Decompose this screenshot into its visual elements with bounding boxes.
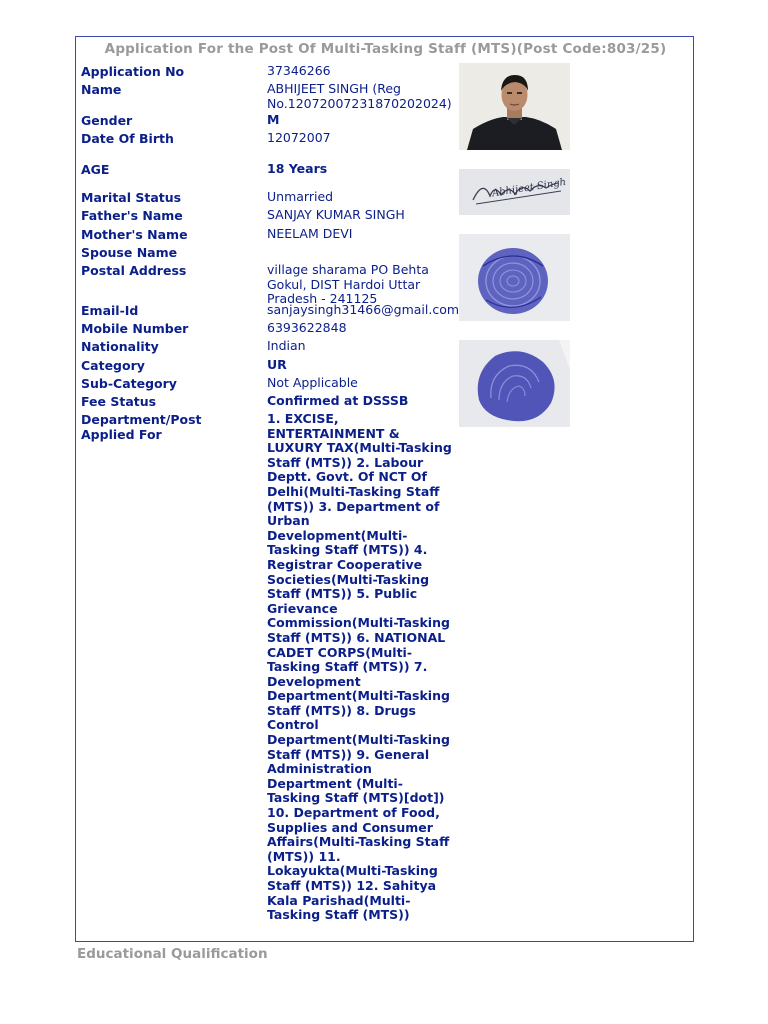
application-no-value: 37346266 [267,63,331,78]
application-no-label: Application No [81,64,185,79]
educational-qualification-heading: Educational Qualification [77,946,268,962]
gender-value: M [267,112,280,127]
candidate-photo [459,63,570,150]
right-thumb-impression [459,340,570,427]
postal-address-label: Postal Address [81,263,187,278]
department-label: Department/Post Applied For [81,412,202,442]
marital-status-label: Marital Status [81,190,182,205]
application-form [75,36,694,942]
age-value: 18 Years [267,161,328,176]
dob-label: Date Of Birth [81,131,174,146]
postal-address-value: village sharama PO Behta Gokul, DIST Hardoi Uttar Pradesh - 241125 [267,262,429,307]
age-label: AGE [81,162,110,177]
spouse-name-label: Spouse Name [81,245,178,260]
name-value: ABHIJEET SINGH (Reg No.12072007231870202024) [267,81,452,111]
marital-status-value: Unmarried [267,189,334,204]
category-label: Category [81,358,145,373]
sub-category-value: Not Applicable [267,375,358,390]
dob-value: 12072007 [267,130,331,145]
department-value: 1. EXCISE, ENTERTAINMENT & LUXURY TAX(Multi-Tasking Staff (MTS)) 2. Labour Deptt. Govt. Of NCT Of Delhi(Multi-Tasking Staff (MTS)) 3. Department of Urban Development(Multi-Tasking Staff (MTS)) 4. Registrar Cooperative Societies(Multi-Tasking Staff (MTS)) 5. Public Grievance Commission(Multi-Tasking Staff (MTS)) 6. NATIONAL CADET CORPS(Multi-Tasking Staff (MTS)) 7. Development Department(Multi-Tasking Staff (MTS)) 8. Drugs Control Department(Multi-Tasking Staff (MTS)) 9. General Administration Department (Multi-Tasking Staff (MTS)[dot]) 10. Department of Food, Supplies and Consumer Affairs(Multi-Tasking Staff (MTS)) 11. Lokayukta(Multi-Tasking Staff (MTS)) 12. Sahitya Kala Parishad(Multi-Tasking Staff (MTS)) [267,411,452,923]
mobile-value: 6393622848 [267,320,347,335]
category-value: UR [267,357,287,372]
email-value: sanjaysingh31466@gmail.com [267,302,460,317]
mother-name-label: Mother's Name [81,227,188,242]
gender-label: Gender [81,113,133,128]
email-label: Email-Id [81,303,139,318]
father-name-label: Father's Name [81,208,183,223]
fee-status-label: Fee Status [81,394,157,409]
father-name-value: SANJAY KUMAR SINGH [267,207,405,222]
left-thumb-impression [459,234,570,321]
fee-status-value: Confirmed at DSSSB [267,393,409,408]
signature-text: Abhijeet Singh [491,176,567,200]
sub-category-label: Sub-Category [81,376,177,391]
nationality-label: Nationality [81,339,159,354]
candidate-signature [459,169,570,215]
mother-name-value: NEELAM DEVI [267,226,353,241]
form-title: Application For the Post Of Multi-Tasking Staff (MTS)(Post Code:803/25) [104,41,667,57]
name-label: Name [81,82,122,97]
nationality-value: Indian [267,338,306,353]
mobile-label: Mobile Number [81,321,189,336]
